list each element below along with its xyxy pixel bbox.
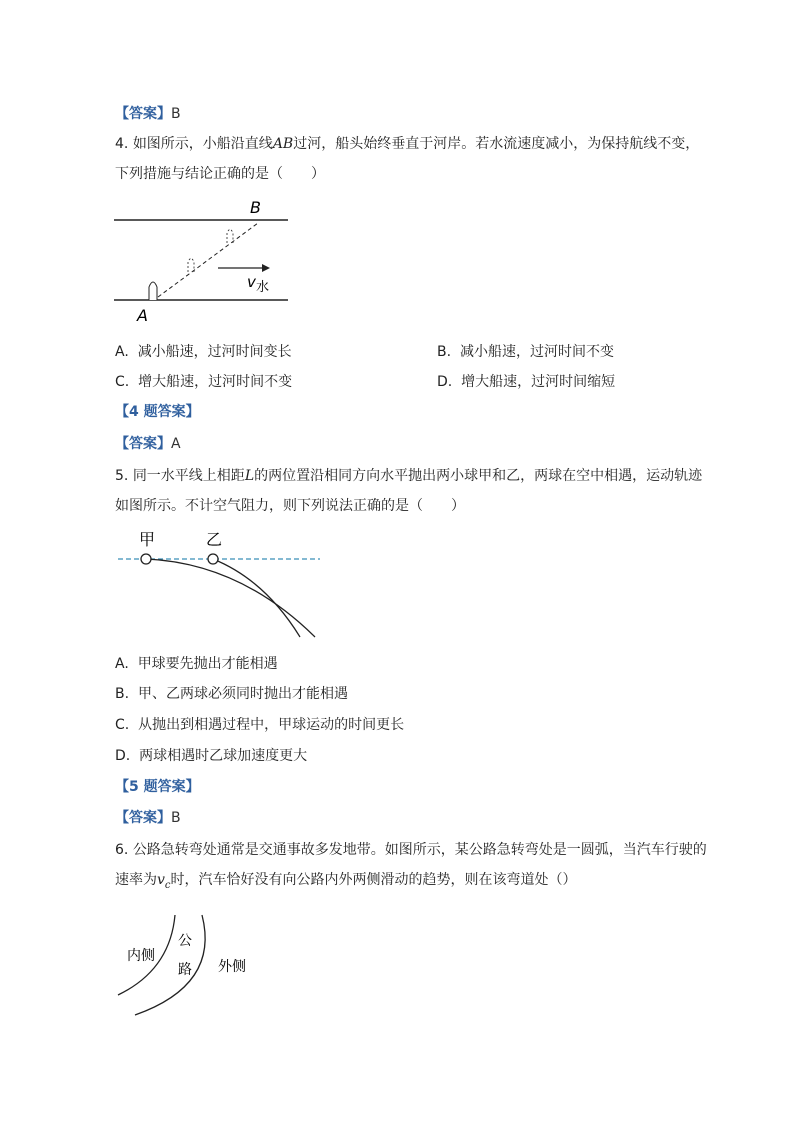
answer-value: A <box>171 436 181 452</box>
stem-text: 速率为 <box>115 872 157 888</box>
option-letter: D. <box>437 374 453 390</box>
option-text: 增大船速，过河时间缩短 <box>461 374 616 390</box>
label-b: B <box>250 198 261 217</box>
boat-icon <box>149 282 157 300</box>
question-4-stem <box>115 134 699 154</box>
answer-line-q3 <box>115 104 181 124</box>
question-4-stem-line2: 下列措施与结论正确的是（ ） <box>115 166 325 182</box>
road-curve-figure <box>110 915 270 1020</box>
answer-value: B <box>171 810 181 826</box>
projectile-figure <box>110 525 325 645</box>
option-d <box>437 372 615 392</box>
question-5-stem <box>115 466 702 486</box>
question-number: 4. <box>115 136 129 152</box>
ball-jia <box>141 554 151 564</box>
option-text: 从抛出到相遇过程中，甲球运动的时间更长 <box>138 717 405 733</box>
stem-text: 的两位置沿相同方向水平抛出两小球甲和乙，两球在空中相遇，运动轨迹 <box>254 468 703 484</box>
label-outer: 外侧 <box>218 959 246 975</box>
stem-variable: AB <box>272 136 294 152</box>
answer-value: B <box>171 106 181 122</box>
option-b <box>437 342 614 362</box>
option-a <box>115 654 278 674</box>
option-a <box>115 342 292 362</box>
option-c <box>115 372 292 392</box>
option-text: 减小船速，过河时间变长 <box>137 344 292 360</box>
option-b <box>115 684 348 704</box>
boat-ghost-icon <box>188 259 194 273</box>
label-a: A <box>137 306 148 325</box>
option-letter: B. <box>437 344 452 360</box>
stem-text: 过河，船头始终垂直于河岸。若水流速度减小，为保持航线不变， <box>293 136 700 152</box>
question-6-stem-line2 <box>115 870 577 896</box>
question-6-stem <box>115 840 707 860</box>
option-letter: A. <box>115 656 129 672</box>
option-letter: D. <box>115 748 131 764</box>
section-header-q5: 【5 题答案】 <box>115 779 200 795</box>
option-letter: C. <box>115 717 130 733</box>
label-yi: 乙 <box>206 530 223 549</box>
stem-text: 同一水平线上相距 <box>132 468 245 484</box>
question-number: 6. <box>115 842 129 858</box>
section-header-q4: 【4 题答案】 <box>115 404 200 420</box>
option-text: 甲、乙两球必须同时抛出才能相遇 <box>137 686 348 702</box>
label-v-sub: 水 <box>256 280 270 295</box>
outer-road-edge <box>135 915 205 1015</box>
option-letter: C. <box>115 374 130 390</box>
label-jia: 甲 <box>139 530 156 549</box>
question-5-stem-line2: 如图所示。不计空气阻力，则下列说法正确的是（ ） <box>115 498 465 514</box>
trajectory-yi <box>213 559 300 637</box>
answer-prefix: 【答案】 <box>115 810 171 826</box>
ball-yi <box>208 554 218 564</box>
boat-ghost-icon <box>227 230 233 244</box>
option-letter: A. <box>115 344 129 360</box>
label-road-1: 公 <box>178 933 192 949</box>
label-road-2: 路 <box>178 962 192 978</box>
stem-text: 公路急转弯处通常是交通事故多发地带。如图所示，某公路急转弯处是一圆弧，当汽车行驶的 <box>132 842 707 858</box>
answer-prefix: 【答案】 <box>115 106 171 122</box>
option-text: 增大船速，过河时间不变 <box>138 374 293 390</box>
stem-variable: v <box>157 872 165 888</box>
question-number: 5. <box>115 468 129 484</box>
option-letter: B. <box>115 686 130 702</box>
path-ab-dashed <box>158 223 258 297</box>
label-v: v <box>247 273 256 291</box>
stem-text: 时，汽车恰好没有向公路内外两侧滑动的趋势，则在该弯道处（） <box>170 872 577 888</box>
stem-variable: L <box>244 468 255 484</box>
stem-variable-subscript: c <box>164 879 171 891</box>
trajectory-jia <box>146 559 315 637</box>
answer-prefix: 【答案】 <box>115 436 171 452</box>
option-c <box>115 715 404 735</box>
option-text: 甲球要先抛出才能相遇 <box>137 656 278 672</box>
label-inner: 内侧 <box>127 948 155 964</box>
stem-text: 如图所示，小船沿直线 <box>132 136 273 152</box>
arrowhead-icon <box>262 264 270 272</box>
option-d <box>115 746 307 766</box>
option-text: 两球相遇时乙球加速度更大 <box>139 748 308 764</box>
boat-crossing-figure <box>100 195 310 325</box>
option-text: 减小船速，过河时间不变 <box>459 344 614 360</box>
answer-line-q4 <box>115 434 181 454</box>
answer-line-q5 <box>115 808 181 828</box>
